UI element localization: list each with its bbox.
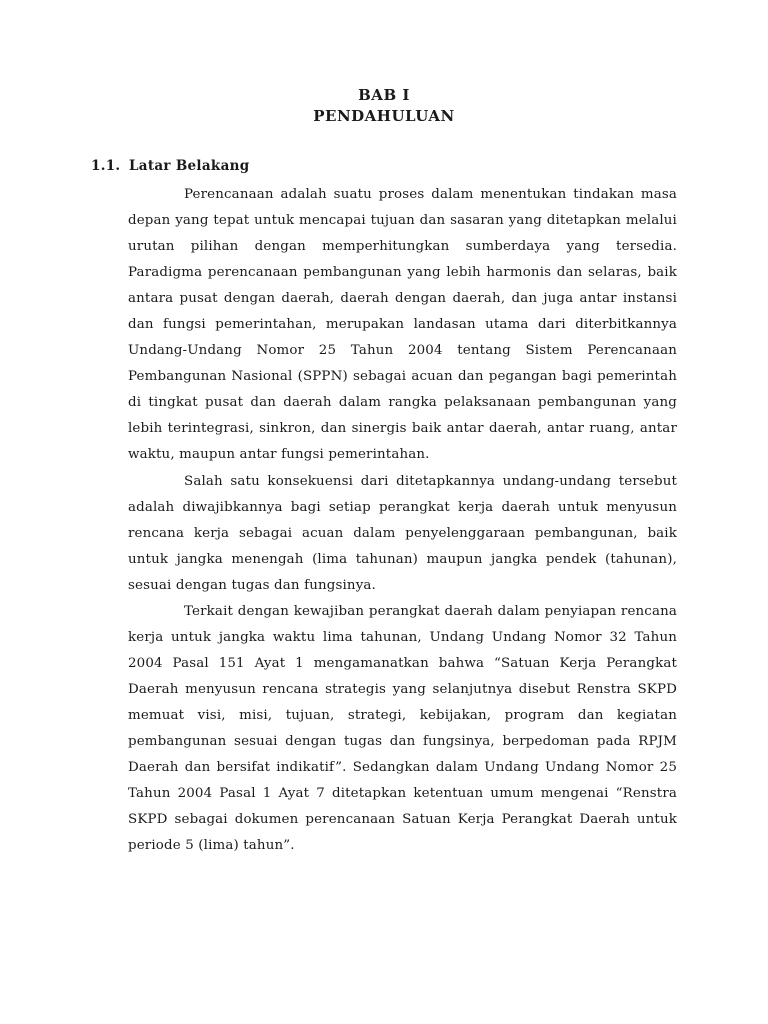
section-heading	[91, 158, 249, 174]
section-number: 1.1.	[91, 158, 121, 174]
body-text	[128, 182, 677, 859]
chapter-title: PENDAHULUAN	[313, 107, 455, 125]
paragraph: Terkait dengan kewajiban perangkat daerah dalam penyiapan rencana kerja untuk jangka waktu lima tahunan, Undang Undang Nomor 32 Tahun 2004 Pasal 151 Ayat 1 mengamanatkan bahwa “Satuan Kerja Perangkat Daerah menyusun rencana strategis yang selanjutnya disebut Renstra SKPD memuat visi, misi, tujuan, strategi, kebijakan, program dan kegiatan pembangunan sesuai dengan tugas dan fungsinya, berpedoman pada RPJM Daerah dan bersifat indikatif”. Sedangkan dalam Undang Undang Nomor 25 Tahun 2004 Pasal 1 Ayat 7 ditetapkan ketentuan umum mengenai “Renstra SKPD sebagai dokumen perencanaan Satuan Kerja Perangkat Daerah untuk periode 5 (lima) tahun”.	[128, 603, 677, 854]
paragraph: Perencanaan adalah suatu proses dalam menentukan tindakan masa depan yang tepat untuk mencapai tujuan dan sasaran yang ditetapkan melalui urutan pilihan dengan memperhitungkan sumberdaya yang tersedia. Paradigma perencanaan pembangunan yang lebih harmonis dan selaras, baik antara pusat dengan daerah, daerah dengan daerah, dan juga antar instansi dan fungsi pemerintahan, merupakan landasan utama dari diterbitkannya Undang-Undang Nomor 25 Tahun 2004 tentang Sistem Perencanaan Pembangunan Nasional (SPPN) sebagai acuan dan pegangan bagi pemerintah di tingkat pusat dan daerah dalam rangka pelaksanaan pembangunan yang lebih terintegrasi, sinkron, dan sinergis baik antar daerah, antar ruang, antar waktu, maupun antar fungsi pemerintahan.	[128, 187, 677, 463]
section-title: Latar Belakang	[129, 158, 250, 174]
chapter-heading: BAB I	[358, 86, 410, 104]
paragraph: Salah satu konsekuensi dari ditetapkannya undang-undang tersebut adalah diwajibkannya bagi setiap perangkat kerja daerah untuk menyusun rencana kerja sebagai acuan dalam penyelenggaraan pembangunan, baik untuk jangka menengah (lima tahunan) maupun jangka pendek (tahunan), sesuai dengan tugas dan fungsinya.	[128, 473, 677, 593]
